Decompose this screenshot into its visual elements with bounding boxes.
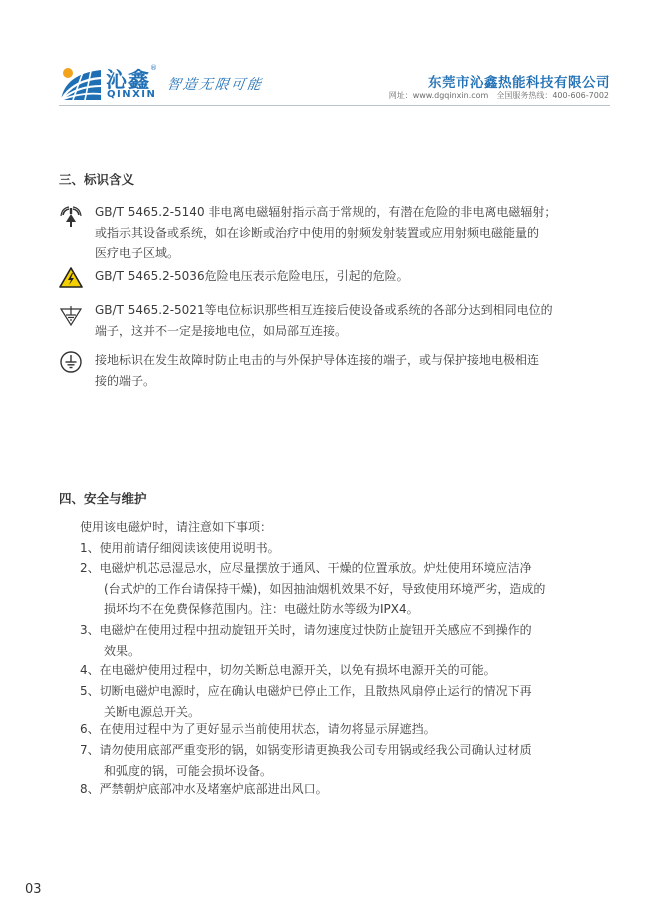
section-title-symbols: 三、标识含义 xyxy=(59,172,135,187)
page-header xyxy=(0,0,650,112)
qinxin-logo-icon xyxy=(59,66,103,102)
list-item: 8、严禁朝炉底部冲水及堵塞炉底部进出风口。 xyxy=(80,782,328,796)
service-hotline: 全国服务热线：400-606-7002 xyxy=(496,91,609,100)
symbol-description: GB/T 5465.2-5021等电位标识那些相互连接后使设备或系统的各部分达到相同电位的 端子，这并不一定是接地电位，如局部互连接。 xyxy=(95,303,553,338)
list-item: 6、在使用过程中为了更好显示当前使用状态，请勿将显示屏遮挡。 xyxy=(80,722,436,736)
high-voltage-warning-icon xyxy=(59,266,83,290)
protective-earth-icon xyxy=(59,350,83,374)
contact-line xyxy=(389,90,609,101)
brand-name-cn: 沁鑫 xyxy=(106,68,150,92)
website: 网址：www.dgqinxin.com xyxy=(388,91,489,100)
symbol-description: 接地标识在发生故障时防止电击的与外保护导体连接的端子，或与保护接地电极相连 接的端子。 xyxy=(95,353,540,388)
equipotential-icon xyxy=(59,303,83,327)
list-item: 5、切断电磁炉电源时，应在确认电磁炉已停止工作，且散热风扇停止运行的情况下再 关断电源总开关。 xyxy=(80,684,532,719)
page-number: 03 xyxy=(25,882,42,897)
list-item: 3、电磁炉在使用过程中扭动旋钮开关时，请勿速度过快防止旋钮开关感应不到操作的 效果。 xyxy=(80,623,532,658)
brand-name-en: QINXIN xyxy=(107,89,157,100)
symbol-description: GB/T 5465.2-5036危险电压表示危险电压，引起的危险。 xyxy=(95,269,409,283)
registered-mark: ® xyxy=(150,64,157,72)
list-item: 1、使用前请仔细阅读该使用说明书。 xyxy=(80,541,280,555)
header-divider xyxy=(59,105,610,106)
company-name: 东莞市沁鑫热能科技有限公司 xyxy=(428,75,610,91)
slogan: 智造无限可能 xyxy=(165,77,264,93)
list-item: 2、电磁炉机芯忌湿忌水，应尽量摆放于通风、干燥的位置承放。炉灶使用环境应洁净 (台式炉的工作台请保持干燥)，如因抽油烟机效果不好，导致使用环境严劣，造成的 损坏均不在免费保修范围内。注：电磁灶防水等级为IPX4。 xyxy=(80,561,546,616)
list-item: 4、在电磁炉使用过程中，切勿关断总电源开关，以免有损坏电源开关的可能。 xyxy=(80,663,496,677)
symbol-description: GB/T 5465.2-5140 非电离电磁辐射指示高于常规的，有潜在危险的非电离电磁辐射； 或指示其设备或系统，如在诊断或治疗中使用的射频发射装置或应用射频电磁能量的 医疗电子区域。 xyxy=(95,205,557,260)
safety-intro: 使用该电磁炉时，请注意如下事项： xyxy=(80,520,273,534)
radiation-icon xyxy=(59,205,83,229)
section-title-safety: 四、安全与维护 xyxy=(59,491,147,506)
list-item: 7、请勿使用底部严重变形的锅，如锅变形请更换我公司专用锅或经我公司确认过材质 和弧度的锅，可能会损坏设备。 xyxy=(80,743,532,778)
